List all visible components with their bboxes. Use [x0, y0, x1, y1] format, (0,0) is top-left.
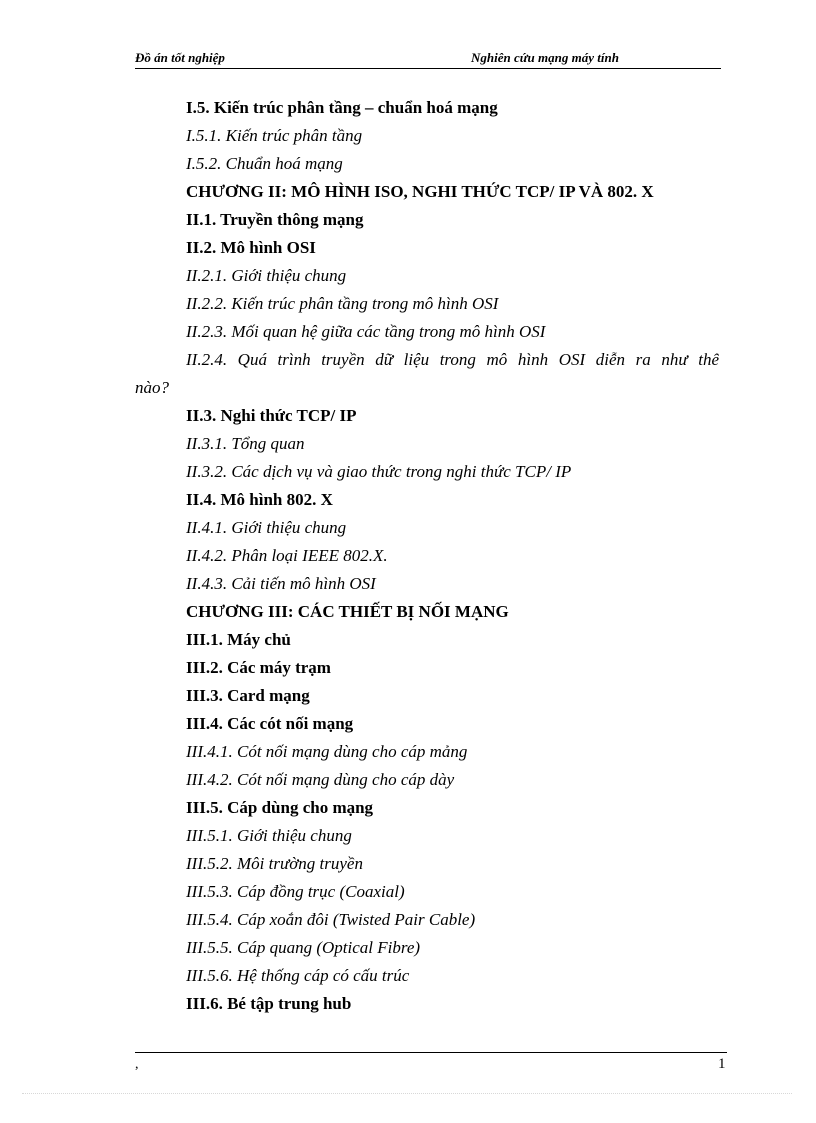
toc-heading: III.5. Cáp dùng cho mạng	[186, 798, 374, 817]
toc-heading: III.2. Các máy trạm	[186, 658, 331, 677]
toc-heading: II.3. Nghi thức TCP/ IP	[186, 406, 357, 425]
toc-entry: II.2.4. Quá trình truyền dữ liệu trong mô hình OSI diễn ra như thế	[186, 350, 719, 369]
toc-entry: nào?	[135, 378, 169, 397]
toc-entry: III.5.5. Cáp quang (Optical Fibre)	[186, 938, 421, 957]
toc-entry: I.5.1. Kiến trúc phân tầng	[186, 126, 363, 145]
toc-heading: CHƯƠNG II: MÔ HÌNH ISO, NGHI THỨC TCP/ IP VÀ 802. X	[186, 182, 654, 201]
toc-entry: III.5.4. Cáp xoắn đôi (Twisted Pair Cable)	[186, 910, 476, 929]
toc-heading: II.1. Truyền thông mạng	[186, 210, 364, 229]
toc-entry: I.5.2. Chuẩn hoá mạng	[186, 154, 343, 173]
header-left-title: Đồ án tốt nghiệp	[135, 50, 225, 65]
header-right-title: Nghiên cứu mạng máy tính	[471, 50, 619, 65]
toc-entry: II.4.3. Cải tiến mô hình OSI	[186, 574, 376, 593]
toc-entry: II.3.1. Tổng quan	[186, 434, 305, 453]
toc-entry: III.5.3. Cáp đồng trục (Coaxial)	[186, 882, 405, 901]
toc-entry: II.2.1. Giới thiệu chung	[186, 266, 347, 285]
toc-heading: III.1. Máy chủ	[186, 630, 291, 649]
toc-heading: I.5. Kiến trúc phân tầng – chuẩn hoá mạng	[186, 98, 498, 117]
toc-entry: III.5.6. Hệ thống cáp có cấu trúc	[186, 966, 410, 985]
footer-divider	[135, 1052, 727, 1053]
toc-entry: II.3.2. Các dịch vụ và giao thức trong nghi thức TCP/ IP	[186, 462, 572, 481]
toc-heading: II.2. Mô hình OSI	[186, 238, 316, 257]
toc-entry: II.4.2. Phân loại IEEE 802.X.	[186, 546, 388, 565]
page-header	[135, 50, 721, 69]
toc-heading: III.4. Các cót nối mạng	[186, 714, 354, 733]
toc-entry: II.4.1. Giới thiệu chung	[186, 518, 347, 537]
page-number: 1	[718, 1056, 726, 1072]
toc-entry: III.5.2. Môi trường truyền	[186, 854, 363, 873]
toc-entry: II.2.2. Kiến trúc phân tầng trong mô hình OSI	[186, 294, 499, 313]
toc-entry: III.5.1. Giới thiệu chung	[186, 826, 352, 845]
toc-entry: II.2.3. Mối quan hệ giữa các tầng trong mô hình OSI	[186, 322, 546, 341]
toc-heading: III.3. Card mạng	[186, 686, 310, 705]
page-bottom-dotted-line	[22, 1093, 792, 1094]
toc-entry: III.4.1. Cót nối mạng dùng cho cáp mảng	[186, 742, 468, 761]
toc-heading: CHƯƠNG III: CÁC THIẾT BỊ NỐI MẠNG	[186, 602, 509, 621]
toc-heading: III.6. Bé tập trung hub	[186, 994, 352, 1013]
toc-entry: III.4.2. Cót nối mạng dùng cho cáp dày	[186, 770, 455, 789]
toc-heading: II.4. Mô hình 802. X	[186, 490, 333, 509]
footer-left-mark: ,	[135, 1057, 139, 1072]
